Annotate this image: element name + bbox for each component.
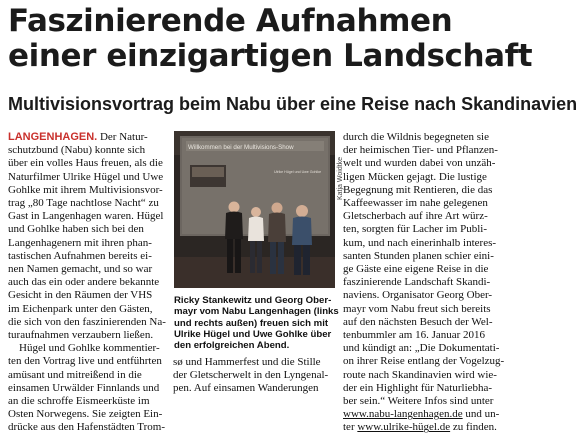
article-line: Begegnung mit Rentieren, die das	[343, 183, 493, 196]
article-line	[8, 131, 167, 144]
article-line: drücke aus den Hafenstädten Trom-	[8, 421, 166, 434]
caption-line: Ricky Stankewitz und Georg Ober-	[174, 295, 332, 306]
article-line: route nach Skandinavien wird wie-	[343, 368, 497, 381]
article-line: Osten Norwegens. Sie zeigten Ein-	[8, 408, 163, 421]
article-line: amüsant und mitreißend in die	[8, 368, 142, 381]
article-line-text: zu finden.	[450, 421, 497, 434]
article-line: ligen Mücken gejagt. Die lustige	[343, 170, 487, 183]
article-line: naviens. Organisator Georg Ober-	[343, 289, 493, 302]
article-line: Kaffeewasser im nahe gelegenen	[343, 197, 488, 210]
photo-caption	[174, 295, 337, 351]
article-line: ten den Vortrag live und entführten	[8, 355, 162, 368]
article-line-text: und un-	[462, 408, 500, 421]
article-line: turaufnahmen verzaubern ließen.	[8, 329, 154, 342]
article-line: und Gohlke haben sich bei den	[8, 223, 144, 236]
article-line-text: ter	[343, 421, 358, 434]
article-line: Hügel und Gohlke kommentier-	[19, 342, 160, 355]
article-line: Gohlke mit ihrem Multivisionsvor-	[8, 183, 163, 196]
article-photo	[174, 131, 335, 288]
article-line-text: Der Natur-	[97, 131, 148, 143]
article-line: der ein Highlight für Naturliebha-	[343, 381, 493, 394]
nabu-website-link[interactable]: www.nabu-langenhagen.de	[343, 408, 463, 421]
screen-subtitle: Ulrike Hügel und Uwe Gohlke	[274, 170, 322, 174]
article-line: Naturfilmer Ulrike Hügel und Uwe	[8, 170, 164, 183]
article-line: tenbummler am 16. Januar 2016	[343, 329, 486, 342]
headline-line-2: einer einzigartigen Landschaft	[8, 38, 533, 74]
article-line: ber sein.“ Weitere Infos sind unter	[343, 395, 494, 408]
article-paragraph-2	[8, 342, 167, 434]
photo-scene	[174, 131, 335, 288]
article-line: Gast in Langenhagen waren. Hügel	[8, 210, 164, 223]
screen-title: Willkommen bei der Multivisions-Show	[188, 144, 294, 151]
article-line: der Gletscherwelt in den Lyngenal-	[173, 369, 329, 382]
article-line: santen Stunden planen schier eini-	[343, 249, 494, 262]
caption-line: und rechts außen) freuen sich mit	[174, 317, 329, 329]
article-line: schutzbund (Nabu) konnte sich	[8, 144, 146, 157]
article-line: und kündigt an: „Die Dokumentati-	[343, 342, 500, 355]
article-column-1	[8, 131, 167, 435]
photo-credit: Katja Woidtke	[337, 156, 344, 200]
article-line: sø und Hammerfest und die Stille	[173, 356, 321, 368]
article-line: ten, sorgten für Lacher im Publi-	[343, 223, 487, 236]
article-line: tastischen Aufnahmen bereits ei-	[8, 249, 152, 262]
article-line: durch die Wildnis begegneten sie	[343, 131, 489, 143]
article-line	[343, 408, 506, 421]
caption-line: Ulrike Hügel und Uwe Gohlke über	[174, 328, 332, 340]
article-line: Gesicht in den Räumen der VHS	[8, 289, 153, 302]
subheadline: Multivisionsvortrag beim Nabu über eine Reise nach Skandinavien	[8, 94, 577, 114]
article-line: Gletscherbach auf ihre Art würz-	[343, 210, 488, 223]
article-paragraph-1	[8, 131, 167, 342]
dateline: LANGENHAGEN.	[8, 131, 98, 143]
article-line: auf den nächsten Besuch der Wel-	[343, 315, 493, 328]
article-line: der heimischen Tier- und Pflanzen-	[343, 144, 498, 157]
article-line: pen. Auf einsamen Wanderungen	[173, 382, 319, 395]
article-line: ge Gäste eine eigene Reise in die	[343, 263, 489, 276]
article-line: die sich von den faszinierenden Na-	[8, 315, 166, 328]
article-column-2	[173, 356, 335, 396]
article-line	[343, 421, 506, 434]
article-line: faszinierende Landschaft Skandi-	[343, 276, 491, 289]
headline-line-1: Faszinierende Aufnahmen	[8, 3, 453, 39]
article-line: im Eichenpark unter den Gästen,	[8, 302, 153, 315]
article-line: Langenhagenern mit ihren phan-	[8, 236, 152, 249]
ulrike-huegel-website-link[interactable]: www.ulrike-hügel.de	[357, 421, 451, 434]
article-line: kum, und nach einerinhalb interes-	[343, 236, 497, 249]
headline	[8, 3, 533, 74]
article-line: an die schroffe Eismeerküste im	[8, 395, 150, 408]
article-line: mayr vom Nabu freut sich bereits	[343, 302, 491, 315]
article-line: trag „80 Tage nachtlose Nacht“ zu	[8, 197, 159, 210]
article-line: on ihrer Reise entlang der Vogelzug-	[343, 355, 505, 368]
article-line: einsamen Urwälder Finnlands und	[8, 381, 160, 394]
article-line: auch das ein oder andere bekannte	[8, 276, 160, 289]
caption-line: den erfolgreichen Abend.	[174, 340, 290, 352]
article-column-3	[343, 131, 506, 435]
article-line: über ein volles Haus freuen, als die	[8, 157, 163, 170]
article-line: nen Namen gemacht, und so war	[8, 263, 153, 276]
article-line: welt und wurden dabei von unzäh-	[343, 157, 496, 170]
caption-line: mayr vom Nabu Langenhagen (links	[174, 306, 339, 318]
